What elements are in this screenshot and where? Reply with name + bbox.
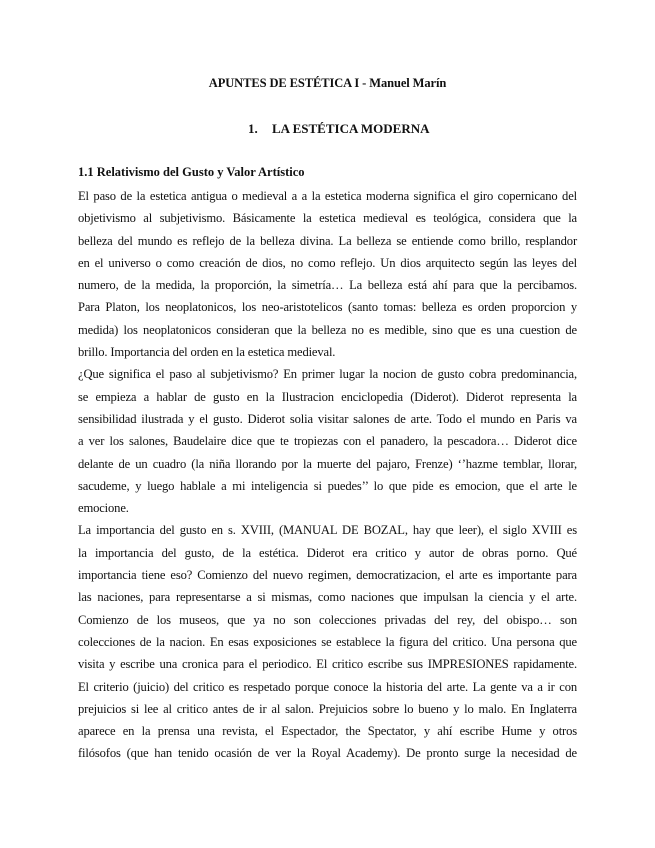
text-line: visita y escribe una cronica para el periodico. El critico escribe sus IMPRESIONES rapidamente.	[78, 657, 577, 672]
text-line: belleza del mundo es reflejo de la belleza divina. La belleza se entiende como brillo, resplandor	[78, 233, 577, 248]
text-line: se empieza a hablar de gusto en la Ilustracion enciclopedia (Diderot). Diderot representa la	[78, 389, 577, 404]
text-line: ¿Que significa el paso al subjetivismo? En primer lugar la nocion de gusto cobra predominancia,	[78, 367, 577, 382]
text-line: sensibilidad ilustrada y el gusto. Diderot solia visitar salones de arte. Todo el mundo en Paris va	[78, 411, 577, 426]
text-line: la importancia del gusto, de la estética. Diderot era critico y autor de obras porno. Qué	[78, 545, 577, 560]
text-line: colecciones de la nacion. En esas exposiciones se establece la figura del critico. Una persona que	[78, 634, 577, 649]
text-line: medida) los neoplatonicos consideran que la belleza no es medible, sino que es una cuestion de	[78, 322, 577, 337]
text-line: emocione.	[78, 501, 129, 516]
text-line: objetivismo al subjetivismo. Básicamente la estetica medieval es teológica, considera que la	[78, 211, 577, 226]
text-line: La importancia del gusto en s. XVIII, (MANUAL DE BOZAL, hay que leer), el siglo XVIII es	[78, 523, 577, 538]
text-line: sacudeme, y luego hablale a mi inteligencia si puedes’’ lo que pide es emocion, que el arte le	[78, 478, 577, 493]
text-line: brillo. Importancia del orden en la estetica medieval.	[78, 345, 336, 360]
chapter-number: 1.	[248, 121, 258, 136]
text-line: Para Platon, los neoplatonicos, los neo-aristotelicos (santo tomas: belleza es orden proporcion y	[78, 300, 577, 315]
text-line: El criterio (juicio) del critico es respetado porque conoce la historia del arte. La gente va a ir con	[78, 679, 577, 694]
text-line: prejuicios si lee al critico antes de ir al salon. Prejuicios sobre lo bueno y lo malo. En Inglaterra	[78, 701, 577, 716]
text-line: aparece en la prensa una revista, el Espectador, the Spectator, y ahí escribe Hume y otros	[78, 724, 577, 739]
text-line: delante de un cuadro (la niña llorando por la muerte del pajaro, Frenze) ‘’hazme temblar, llorar,	[78, 456, 577, 471]
section-heading: 1.1 Relativismo del Gusto y Valor Artístico	[78, 165, 305, 179]
document-title: APUNTES DE ESTÉTICA I - Manuel Marín	[208, 76, 447, 90]
chapter-heading	[248, 121, 429, 137]
text-line: importancia tiene eso? Comienzo del nuevo regimen, democratizacion, el arte es importante para	[78, 568, 577, 583]
body-text	[78, 185, 577, 765]
text-line: a ver los salones, Baudelaire dice que te tropiezas con el panadero, la pescadora… Diderot dice	[78, 434, 577, 449]
text-line: Comienzo de los museos, que ya no son colecciones privadas del rey, del obispo… son	[78, 612, 577, 627]
text-line: filósofos (que han tenido ocasión de ver la Royal Academy). De pronto surge la necesidad de	[78, 746, 577, 761]
text-line: en el universo o como creación de dios, no como reflejo. Un dios arquitecto según las leyes del	[78, 255, 577, 270]
text-line: El paso de la estetica antigua o medieval a a la estetica moderna significa el giro copernicano del	[78, 189, 577, 203]
text-line: numero, de la medida, la proporción, la simetría… La belleza está ahí para que la percibamos.	[78, 278, 577, 293]
chapter-title: LA ESTÉTICA MODERNA	[272, 121, 430, 136]
text-line: las naciones, para representarse a si mismas, como naciones que impulsan la ciencia y el arte.	[78, 590, 577, 605]
